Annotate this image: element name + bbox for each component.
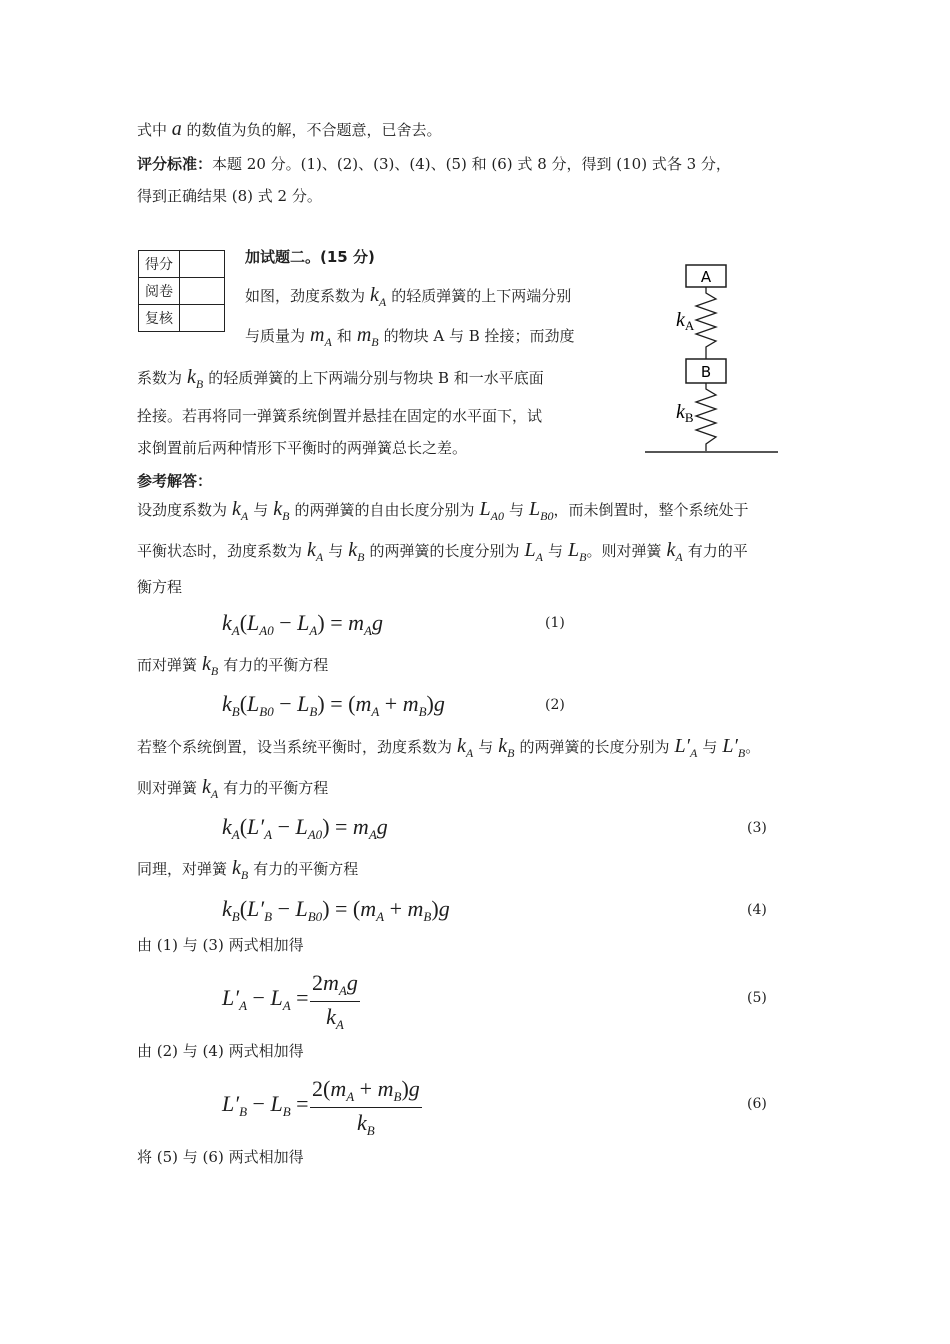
reviewer-cell-label: 阅卷 — [139, 278, 180, 305]
equation-6-fraction: $\frac{2(m_A + m_B)g}{k_B}$ — [312, 1076, 420, 1138]
equation-4: $k_B(L'_B - L_{B0}) = (m_A + m_B)g$ — [222, 896, 450, 924]
problem-line-1: 如图，劲度系数为 $k_A$ 的轻质弹簧的上下两端分别 — [245, 284, 572, 309]
equation-number-2: (2) — [545, 697, 565, 713]
top-line: 式中 a 的数值为负的解，不合题意，已舍去。 — [137, 118, 442, 140]
solution-line-3: 衡方程 — [137, 578, 183, 596]
solution-line-5: 若整个系统倒置，设当系统平衡时，劲度系数为 $k_A$ 与 $k_B$ 的两弹簧的长度分别为 $L'_A$ 与 $L'_B$。 — [137, 735, 761, 760]
checker-cell-input[interactable] — [180, 305, 225, 332]
spring-system-figure — [640, 258, 785, 458]
block-a-label: A — [700, 268, 712, 286]
equation-number-4: (4) — [747, 902, 767, 918]
solution-line-7: 同理，对弹簧 $k_B$ 有力的平衡方程 — [137, 857, 359, 882]
spring-a — [696, 287, 716, 359]
equation-2: $k_B(L_{B0} - L_B) = (m_A + m_B)g$ — [222, 691, 445, 719]
solution-line-2: 平衡状态时，劲度系数为 $k_A$ 与 $k_B$ 的两弹簧的长度分别为 $L_A$ 与 $L_B$。则对弹簧 $k_A$ 有力的平 — [137, 539, 748, 564]
equation-6-lhs: $L'_B - L_B$ = — [222, 1091, 309, 1119]
solution-line-4: 而对弹簧 $k_B$ 有力的平衡方程 — [137, 653, 329, 678]
equation-5-lhs: $L'_A - L_A$ = — [222, 985, 309, 1013]
spring-b-label: $k_B$ — [676, 401, 694, 425]
spring-a-label: $k_A$ — [676, 309, 695, 333]
solution-line-9: 由 (2) 与 (4) 两式相加得 — [137, 1042, 304, 1060]
equation-number-5: (5) — [747, 990, 767, 1006]
spring-b — [696, 383, 716, 451]
equation-3: $k_A(L'_A - L_{A0}) = m_Ag$ — [222, 814, 388, 842]
problem-line-5: 求倒置前后两种情形下平衡时的两弹簧总长之差。 — [137, 439, 468, 457]
score-cell-input[interactable] — [180, 251, 225, 278]
symbol-a: a — [171, 118, 182, 140]
solution-line-6: 则对弹簧 $k_A$ 有力的平衡方程 — [137, 776, 329, 801]
problem-line-4: 拴接。若再将同一弹簧系统倒置并悬挂在固定的水平面下，试 — [137, 407, 543, 425]
solution-label: 参考解答： — [137, 472, 213, 490]
reviewer-cell-input[interactable] — [180, 278, 225, 305]
grading-label: 评分标准： — [137, 155, 213, 173]
equation-1: $k_A(L_{A0} - L_A) = m_Ag$ — [222, 610, 383, 638]
problem-line-3: 系数为 $k_B$ 的轻质弹簧的上下两端分别与物块 B 和一水平底面 — [137, 366, 544, 391]
equation-5-fraction: $2m_Ag$ $k_A$ — [312, 970, 358, 1032]
solution-line-1: 设劲度系数为 $k_A$ 与 $k_B$ 的两弹簧的自由长度分别为 $L_{A0}$ 与 $L_{B0}$，而未倒置时，整个系统处于 — [137, 498, 749, 523]
equation-number-6: (6) — [747, 1096, 767, 1112]
grading-line-2: 得到正确结果 (8) 式 2 分。 — [137, 187, 322, 205]
equation-number-1: (1) — [545, 615, 565, 631]
solution-line-8: 由 (1) 与 (3) 两式相加得 — [137, 936, 304, 954]
score-cell-label: 得分 — [139, 251, 180, 278]
score-table — [138, 250, 225, 332]
problem-title: 加试题二。(15 分) — [245, 248, 375, 266]
problem-line-2: 与质量为 $m_A$ 和 $m_B$ 的物块 A 与 B 拴接；而劲度 — [245, 324, 575, 349]
block-b-label: B — [700, 363, 712, 381]
solution-line-10: 将 (5) 与 (6) 两式相加得 — [137, 1148, 304, 1166]
grading-line-1: 评分标准：本题 20 分。(1)、(2)、(3)、(4)、(5) 和 (6) 式 8 分，得到 (10) 式各 3 分， — [137, 155, 731, 173]
checker-cell-label: 复核 — [139, 305, 180, 332]
equation-number-3: (3) — [747, 820, 767, 836]
